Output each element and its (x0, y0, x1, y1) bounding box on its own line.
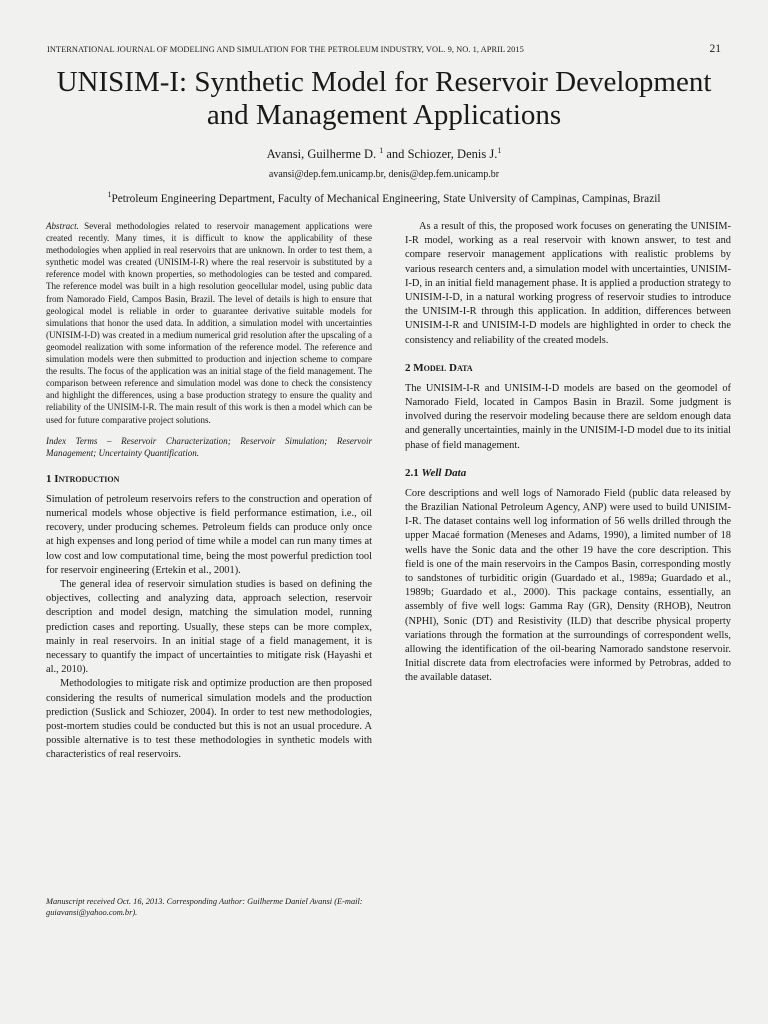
page-number: 21 (709, 43, 721, 55)
manuscript-footnote: Manuscript received Oct. 16, 2013. Corresponding Author: Guilherme Daniel Avansi (E-mail: guiavansi@yahoo.com.br). (46, 897, 363, 917)
index-terms: Index Terms – Reservoir Characterization; Reservoir Simulation; Reservoir Management; Uncertainty Quantification. (46, 435, 372, 458)
section-heading-introduction: 1 Introduction (46, 472, 120, 485)
author-emails[interactable]: avansi@dep.fem.unicamp.br, denis@dep.fem.unicamp.br (268, 169, 500, 180)
paragraph: As a result of this, the proposed work focuses on generating the UNISIM-I-R model, working as a real reservoir with known answer, to test and compare reservoir management applications with realistic problems by various research centers and, a simulation model with uncertainties, UNISIM-I-D, in an initial field management phase. It is applied a production strategy to UNISIM-I-D, in a natural working progress of reservoir studies to introduce the UNISIM-I-R through this application. In addition, differences between UNISIM-I-R and UNISIM-I-D models are highlighted in order to check the consistency and reliability of the created models. (405, 221, 731, 346)
affiliation-mark: 1 (107, 190, 112, 199)
abstract-text: Several methodologies related to reservoir management applications were created recently. Many times, it is difficult to know the applicability of these methodologies when applied in real reservoirs that are unknown. In order to test them, a synthetic model was created (UNISIM-I-R) where the real reservoir is substituted by a reference model with known properties, so methodologies can be tested and compared. The reference model was built in a high resolution geocellular model, using public data from Namorado Field, Campos Basin, Brazil. The level of details is high to ensure that geological model is reliable in order to guarantee derivative suitable models for simulations that honor the used data. In addition, a simulation model with uncertainties (UNISIM-I-D) was created in a medium numerical grid resolution after the upscaling of a geomodel realization with some information of the reference model. The reference and simulation models were then submitted to production and injection scheme to compare the results. The focus of the application was an initial stage of the field management. The comparison between reference and simulation model was done to check the consistency and highlight the differences, using a base production strategy to ensure the quality and reliability of the UNISIM-I-R. The main result of this work is then a model which can be used for future comparative project solutions. (46, 221, 372, 425)
subsection-heading-well-data: 2.1 Well Data (405, 466, 467, 479)
section-heading-model-data: 2 Model Data (405, 361, 473, 374)
author-2-affil-mark: 1 (497, 146, 502, 155)
right-column (405, 220, 731, 686)
paper-title: UNISIM-I: Synthetic Model for Reservoir Development and Management Applications (56, 66, 712, 131)
author-conjunction: and (383, 147, 408, 162)
author-2: Schiozer, Denis J. (407, 147, 498, 162)
paragraph: The general idea of reservoir simulation studies is based on defining the objectives, collecting and analyzing data, approach selection, reservoir description and model design, matching the simulation model, running prediction cases and reporting. Usually, these steps can be more complex, mainly in real reservoirs. In an initial stage of a field management, it is necessary to quantify the impact of uncertainties to mitigate risk (Hayashi et al., 2010). (46, 579, 372, 676)
abstract-label: Abstract. (46, 221, 79, 231)
author-1: Avansi, Guilherme D. (266, 147, 377, 162)
abstract (46, 220, 372, 426)
author-line (40, 146, 728, 162)
paragraph: Core descriptions and well logs of Namorado Field (public data released by the Brazilian National Petroleum Agency, ANP) were used to build UNISIM-I-R. The dataset contains well log information of 56 wells drilled through the upper Macaé formation (Meneses and Adams, 1990), a limited number of 18 wells have the Sonic data and the other 19 have the core description. This field is one of the main reservoirs in the Campos Basin, corresponding mostly to sandstones of turbiditic origin (Guardado et al., 1989a; Guardado et al., 1989b; Guardado et al., 2000). This package contains, essentially, an assembly of five well logs: Gamma Ray (GR), Density (RHOB), Neutron (NPHI), Sonic (DT) and Resistivity (ILD) that describe physical property variations through the formation at the surroundings of correspondent wells, allowing the identification of the oil-bearing Namorado sandstone reservoir. Initial discrete data from electrofacies were informed by Petrobras, added to the available dataset. (405, 487, 731, 684)
affiliation (40, 190, 728, 205)
left-column (46, 220, 372, 763)
author-1-affil-mark: 1 (379, 146, 384, 155)
paragraph: Methodologies to mitigate risk and optimize production are then proposed considering the results of numerical simulation models and the production prediction (Suslick and Schiozer, 2004). In order to test new methodologies, post-mortem studies could be conducted but this is not an usual procedure. A possible alternative is to test these methodologies in synthetic models with characteristics of real reservoirs. (46, 678, 372, 761)
running-header: INTERNATIONAL JOURNAL OF MODELING AND SIMULATION FOR THE PETROLEUM INDUSTRY, VOL. 9, NO. 1, APRIL 2015 (47, 45, 524, 54)
paragraph: The UNISIM-I-R and UNISIM-I-D models are based on the geomodel of Namorado Field, located in Campos Basin in Brazil. Some judgment is involved during the reservoir modeling because there are seldom enough data and generally uncertainties, mainly in the UNISIM-I-D model due to its initial phase of field management. (405, 382, 731, 451)
affiliation-text: Petroleum Engineering Department, Faculty of Mechanical Engineering, State University of Campinas, Campinas, Brazil (111, 192, 661, 205)
paragraph: Simulation of petroleum reservoirs refers to the construction and operation of numerical models whose objective is field performance estimation, i.e., oil recovery, under producing schemes. Petroleum fields can produce only once at high expenses and long period of time while a model can run many times at low cost and low computational time, being the most powerful prediction tool for reservoir engineering (Ertekin et al., 2001). (46, 493, 372, 576)
